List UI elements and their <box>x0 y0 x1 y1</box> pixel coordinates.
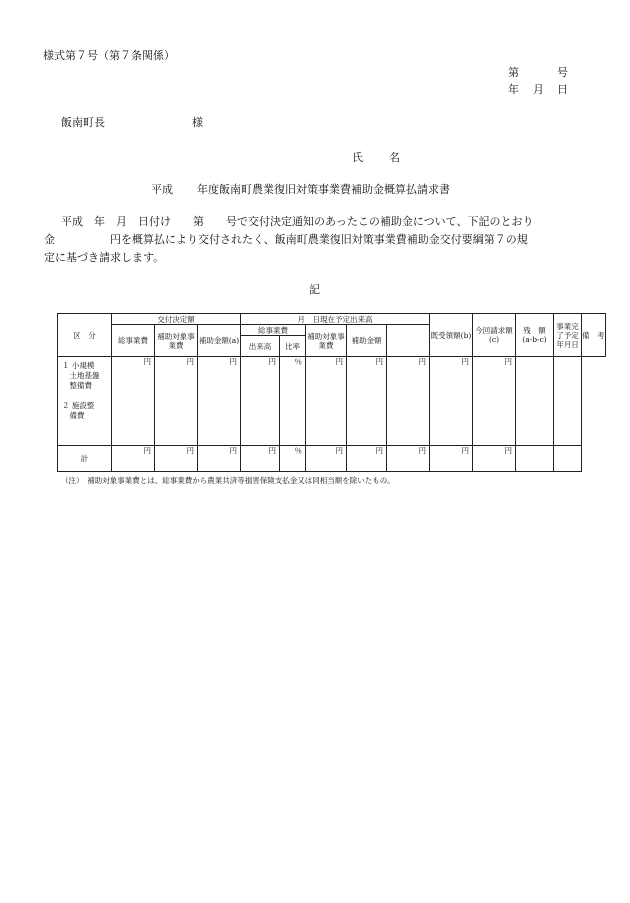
footnote: （注） 補助対象事業費とは、総事業費から農業共済等損害保険支払金又は同相当額を除いたもの。 <box>61 476 395 485</box>
total-completion-date <box>516 446 554 472</box>
ki-marker: 記 <box>309 283 320 296</box>
total-subsidy-2: 円 <box>347 446 387 472</box>
row-total-label: 計 <box>58 446 112 472</box>
cell-dekidaka: 円 <box>241 357 280 446</box>
date-day: 日 <box>557 83 568 96</box>
cell-subsidy-a: 円 <box>198 357 241 446</box>
total-balance: 円 <box>473 446 516 472</box>
row-item-line: 整備費 <box>62 381 92 390</box>
header-sojigyohi: 総事業費 <box>112 325 155 357</box>
body-line-3: 定に基づき請求します。 <box>44 251 165 264</box>
cell-subsidy-target-2: 円 <box>306 357 347 446</box>
total-subsidy-target-2: 円 <box>306 446 347 472</box>
header-total-cost: 総事業費 <box>241 325 306 336</box>
header-subsidy-2: 補助金額 <box>347 325 387 357</box>
cell-subsidy-2: 円 <box>347 357 387 446</box>
row-item-line: １ 小規模 <box>62 361 95 370</box>
header-balance <box>516 314 554 357</box>
header-dekidaka: 出来高 <box>241 336 280 357</box>
header-kofu-kettei: 交付決定額 <box>112 314 241 325</box>
row-item-labels <box>58 357 112 446</box>
header-hiritsu: 比率 <box>280 336 306 357</box>
total-sojigyohi: 円 <box>112 446 155 472</box>
document-title: 年度飯南町農業復旧対策事業費補助金概算払請求書 <box>197 183 450 196</box>
claim-table <box>57 313 606 472</box>
total-hiritsu: ％ <box>280 446 306 472</box>
cell-received: 円 <box>387 357 430 446</box>
header-kubun: 区 分 <box>58 314 112 357</box>
addressee-name: 飯南町長 <box>61 116 105 129</box>
cell-subsidy-target: 円 <box>155 357 198 446</box>
total-remarks <box>554 446 582 472</box>
row-item-line <box>62 391 111 401</box>
cell-remarks <box>554 357 582 446</box>
cell-this-claim: 円 <box>430 357 473 446</box>
total-dekidaka: 円 <box>241 446 280 472</box>
number-dai: 第 <box>508 66 519 79</box>
cell-sojigyohi: 円 <box>112 357 155 446</box>
row-item-line: 土地基盤 <box>62 371 100 380</box>
header-subsidy-target-2: 補助対象事業費 <box>306 325 347 357</box>
total-this-claim: 円 <box>430 446 473 472</box>
total-subsidy-a: 円 <box>198 446 241 472</box>
total-received: 円 <box>387 446 430 472</box>
signature-shi: 氏 <box>352 151 363 164</box>
header-balance-formula: (a-b-c) <box>522 335 547 344</box>
row-item-line: 備費 <box>62 411 85 420</box>
cell-hiritsu: ％ <box>280 357 306 446</box>
document-title-era: 平成 <box>151 183 173 196</box>
row-item-line: ２ 施設整 <box>62 401 95 410</box>
addressee-honorific: 様 <box>192 116 203 129</box>
cell-balance: 円 <box>473 357 516 446</box>
date-month: 月 <box>533 83 544 96</box>
header-remarks: 備 考 <box>582 314 606 357</box>
body-line-2: 金 円を概算払により交付されたく、飯南町農業復旧対策事業費補助金交付要綱第７の規 <box>44 233 528 246</box>
header-subsidy-target: 補助対象事業費 <box>155 325 198 357</box>
header-genzai-dekidaka: 月 日現在予定出来高 <box>241 314 430 325</box>
date-year: 年 <box>508 83 519 96</box>
body-line-1: 平成 年 月 日付け 第 号で交付決定通知のあったこの補助金について、下記のとおり <box>61 215 534 228</box>
header-completion-date: 事業完了予定年月日 <box>554 314 582 357</box>
header-received: 既受領額(b) <box>430 314 473 357</box>
header-this-claim: 今回請求額(c) <box>473 314 516 357</box>
cell-completion-date <box>516 357 554 446</box>
number-go: 号 <box>557 66 568 79</box>
header-subsidy-a: 補助金額(a) <box>198 325 241 357</box>
form-reference: 様式第７号（第７条関係） <box>43 49 175 62</box>
header-balance-label: 残 額 <box>523 326 546 335</box>
signature-mei: 名 <box>389 151 400 164</box>
total-subsidy-target: 円 <box>155 446 198 472</box>
